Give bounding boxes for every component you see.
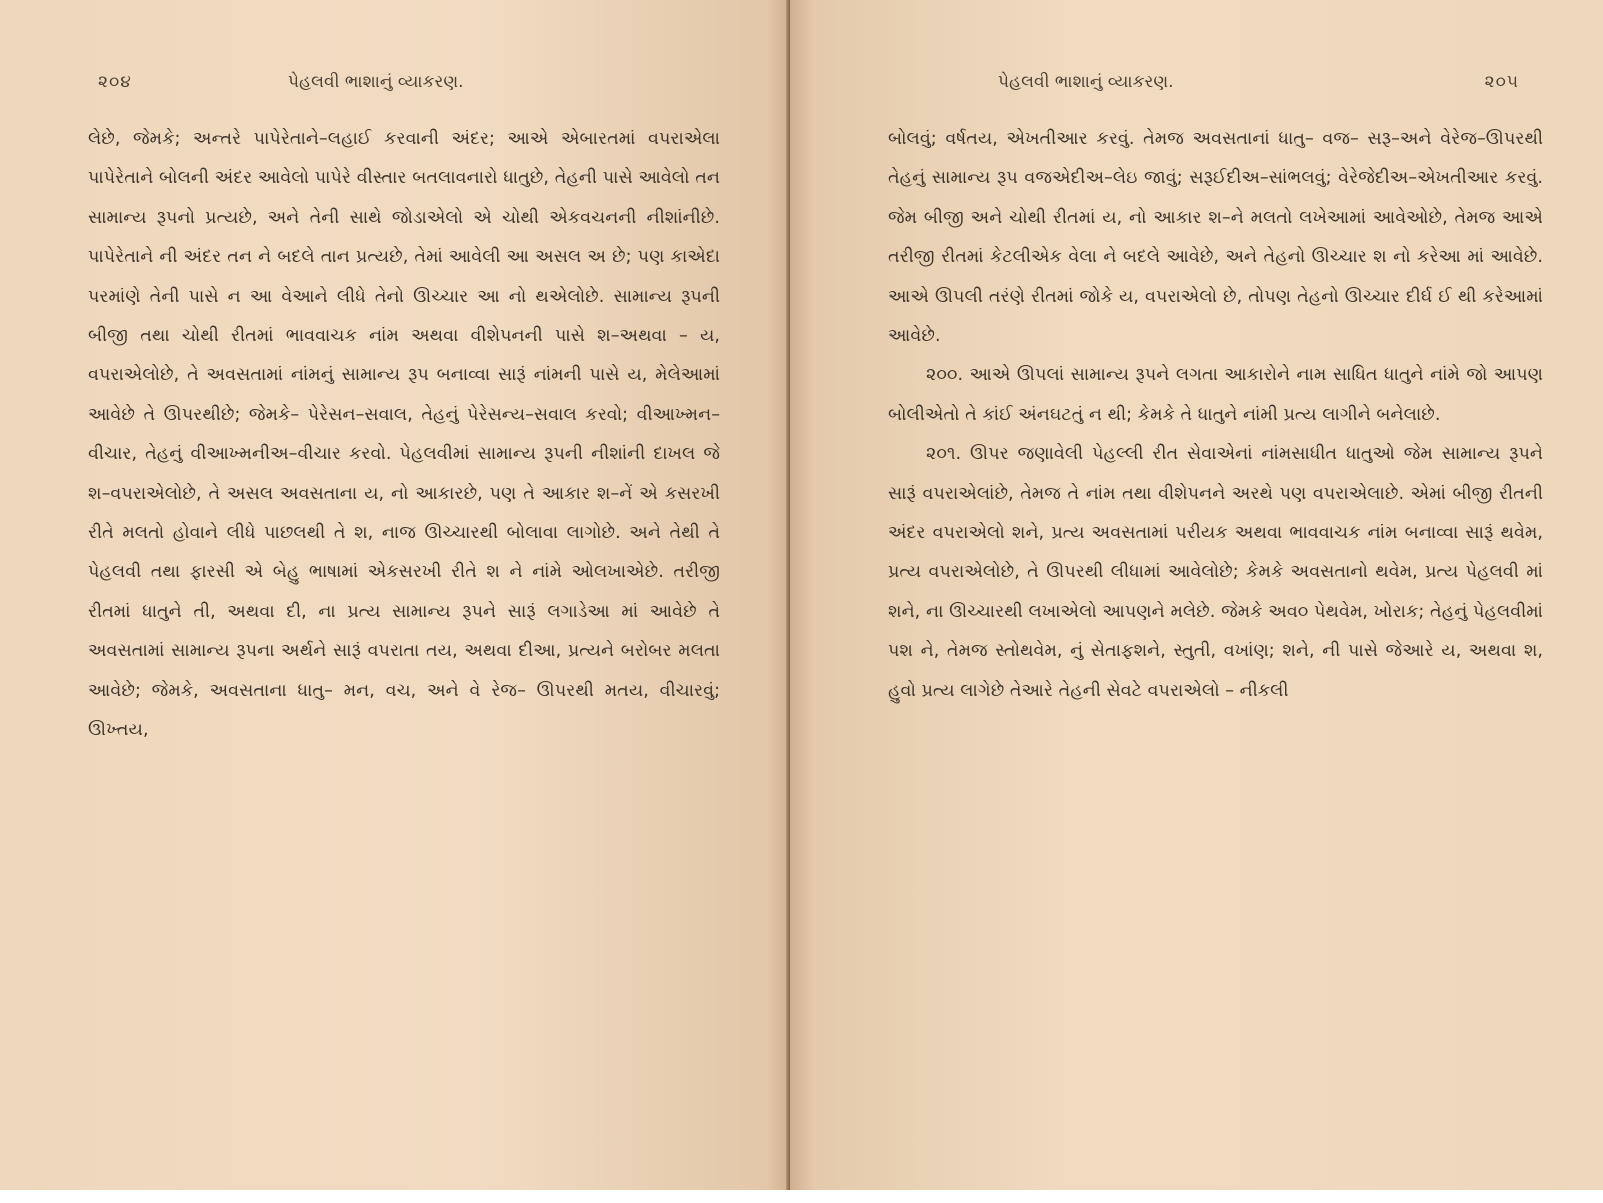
left-paragraph: લેછે, જેમકે; અન્તરે પાપેરેતાને–લહાઈ કરવાની અંદર; આએ એબારતમાં વપરાએલા પાપેરેતાને બોલની અંદર આવેલો પાપેરે વીસ્તાર બતલાવનારો ધાતુછે, તેહની પાસે આવેલો તન સામાન્ય રૂપનો પ્રત્યછે, અને તેની સાથે જોડાએલો એ ચોથી એકવચનની નીશાંનીછે. પાપેરેતાને ની અંદર તન ને બદલે તાન પ્રત્યછે, તેમાં આવેલી આ અસલ અ છે; પણ કાએદા પરમાંણે તેની પાસે ન આ વેઆને લીધે તેનો ઊચ્ચાર આ નો થએલોછે. સામાન્ય રૂપની બીજી તથા ચોથી રીતમાં ભાવવાચક નાંમ અથવા વીશેપનની પાસે શ–અથવા – ય, વપરાએલોછે, તે અવસતામાં નાંમનું સામાન્ય રૂપ બનાવ્વા સારૂં નાંમની પાસે ય, મેલેઆમાં આવેછે તે ઊપરથીછે; જેમકે– પેરેસન–સવાલ, તેહનું પેરેસન્ય–સવાલ કરવો; વીઆખ્મન–વીચાર, તેહનું વીઆખ્મનીઅ–વીચાર કરવો. પેહલવીમાં સામાન્ય રૂપની નીશાંની દાખલ જે શ–વપરાએલોછે, તે અસલ અવસતાના ય, નો આકારછે, પણ તે આકાર શ–નેં એ કસરખી રીતે મલતો હોવાને લીધે પાછલથી તે શ, નાજ ઊચ્ચારથી બોલાવા લાગોછે. અને તેથી તે પેહલવી તથા ફારસી એ બેહુ ભાષામાં એકસરખી રીતે શ ને નાંમે ઓલખાએછે. તરીજી રીતમાં ધાતુને તી, અથવા દી, ના પ્રત્ય સામાન્ય રૂપને સારૂં લગાડેઆ માં આવેછે તે અવસતામાં સામાન્ય રૂપના અર્થને સારૂં વપરાતા તય, અથવા દીઆ, પ્રત્યને બરોબર મલતા આવેછે; જેમકે, અવસતાના ધાતુ– મન, વચ, અને વે રેજ– ઊપરથી મતય, વીચારવું; ઊખ્તય,	[88, 129, 720, 741]
right-paragraph: ૨૦૦. આએ ઊપલાં સામાન્ય રૂપને લગતા આકારોને નામ સાધિત ધાતુને નાંમે જો આપણ બોલીએતો તે કાંઈ અંનઘટતું ન થી; કેમકે તે ધાતુને નાંમી પ્રત્ય લાગીને બનેલાછે.	[888, 365, 1543, 425]
right-paragraph: બોલવું; વર્ષતય, એખતીઆર કરવું. તેમજ અવસતાનાં ધાતુ– વજ– સરૂ–અને વેરેજ–ઊપરથી તેહનું સામાન્ય રૂપ વજએદીઅ–લેઇ જાવું; સરૂઈદીઅ–સાંભલવું; વેરેજેદીઅ–એખતીઆર કરવું. જેમ બીજી અને ચોથી રીતમાં ય, નો આકાર શ–ને મલતો લખેઆમાં આવેઓછે, તેમજ આએ તરીજી રીતમાં કેટલીએક વેલા ને બદલે આવેછે, અને તેહનો ઊચ્ચાર શ નો કરેઆ માં આવેછે. આએ ઊપલી તરંણે રીતમાં જોકે ય, વપરાએલો છે, તોપણ તેહનો ઊચ્ચાર દીર્ઘ ઈ થી કરેઆમાં આવેછે.	[888, 129, 1543, 347]
right-page-body	[888, 120, 1543, 711]
right-page	[790, 0, 1603, 1190]
left-page-number: ૨૦૪	[98, 72, 132, 92]
left-page-body	[88, 120, 720, 751]
right-running-head: પેહલવી ભાશાનું વ્યાકરણ.	[998, 72, 1174, 92]
left-running-head: પેહલવી ભાશાનું વ્યાકરણ.	[288, 72, 464, 92]
right-page-number: ૨૦૫	[1484, 72, 1519, 92]
right-paragraph: ૨૦૧. ઊપર જણાવેલી પેહલ્લી રીત સેવાએનાં નાંમસાધીત ધાતુઓ જેમ સામાન્ય રૂપને સારૂં વપરાએલાંછે, તેમજ તે નાંમ તથા વીશેપનને અરથે પણ વપરાએલાછે. એમાં બીજી રીતની અંદર વપરાએલો શને, પ્રત્ય અવસતામાં પરીયક અથવા ભાવવાચક નાંમ બનાવ્વા સારૂં થવેમ, પ્રત્ય વપરાએલોછે, તે ઊપરથી લીધામાં આવેલોછે; કેમકે અવસતાનો થવેમ, પ્રત્ય પેહલવી માં શને, ના ઊચ્ચારથી લખાએલો આપણને મલેછે. જેમકે અવ૦ પેથવેમ, ખોરાક; તેહનું પેહલવીમાં પશ ને, તેમજ સ્તોથવેમ, નું સેતાફશને, સ્તુતી, વખાંણ; શને, ની પાસે જેઆરે ય, અથવા શ, હુવો પ્રત્ય લાગેછે તેઆરે તેહની સેવટે વપરાએલો – નીકલી	[888, 444, 1543, 701]
right-page-header	[888, 60, 1543, 94]
left-page-header	[88, 60, 720, 94]
scan-border	[0, 1190, 1603, 1203]
left-page	[0, 0, 790, 1190]
